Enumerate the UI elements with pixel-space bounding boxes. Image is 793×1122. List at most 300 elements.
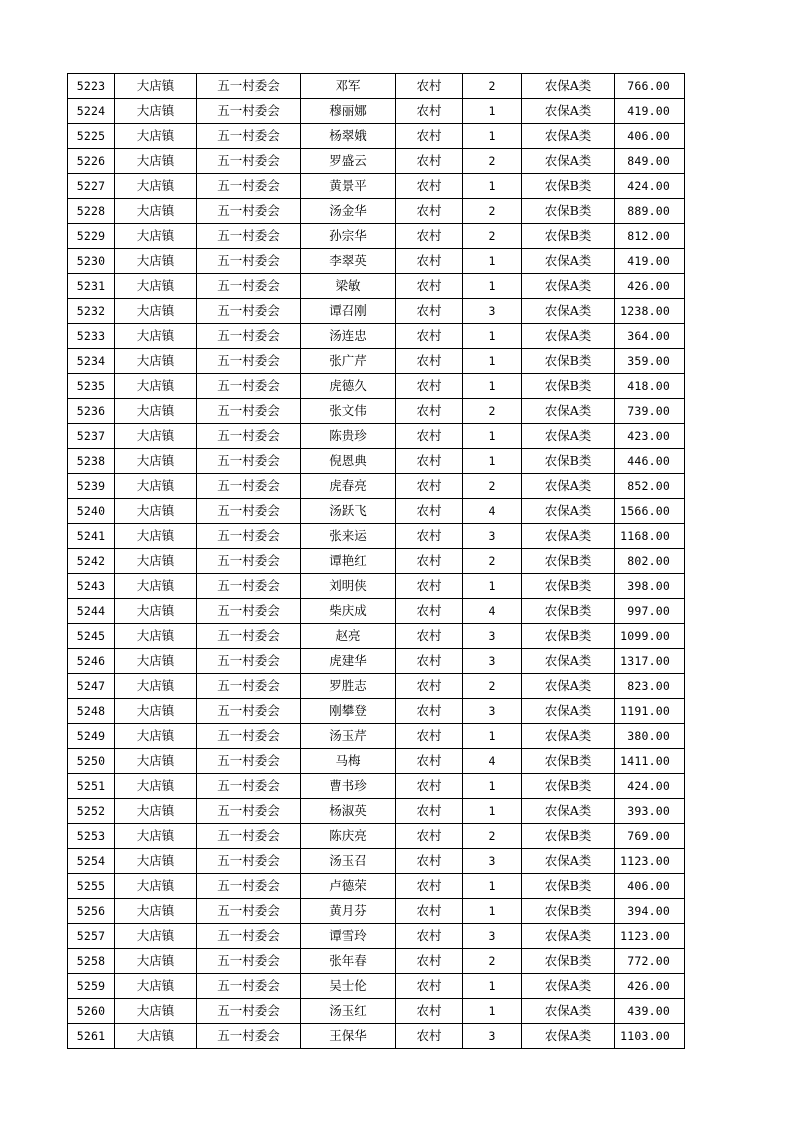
insurance-category-cell: 农保B类 <box>522 774 615 799</box>
area-type-cell: 农村 <box>396 374 463 399</box>
table-row <box>68 1024 685 1049</box>
member-count-cell: 1 <box>463 174 522 199</box>
area-type-cell: 农村 <box>396 274 463 299</box>
town-cell: 大店镇 <box>115 999 197 1024</box>
table-row <box>68 649 685 674</box>
person-name-cell: 马梅 <box>301 749 396 774</box>
area-type-cell: 农村 <box>396 474 463 499</box>
area-type-cell: 农村 <box>396 174 463 199</box>
record-id-cell: 5249 <box>68 724 115 749</box>
record-id-cell: 5223 <box>68 74 115 99</box>
village-committee-cell: 五一村委会 <box>197 149 301 174</box>
village-committee-cell: 五一村委会 <box>197 524 301 549</box>
amount-cell: 423.00 <box>615 424 685 449</box>
town-cell: 大店镇 <box>115 124 197 149</box>
village-committee-cell: 五一村委会 <box>197 674 301 699</box>
table-row <box>68 324 685 349</box>
insurance-category-cell: 农保B类 <box>522 374 615 399</box>
member-count-cell: 2 <box>463 224 522 249</box>
person-name-cell: 张文伟 <box>301 399 396 424</box>
member-count-cell: 1 <box>463 574 522 599</box>
insurance-category-cell: 农保A类 <box>522 999 615 1024</box>
record-id-cell: 5225 <box>68 124 115 149</box>
person-name-cell: 李翠英 <box>301 249 396 274</box>
person-name-cell: 陈贵珍 <box>301 424 396 449</box>
record-id-cell: 5229 <box>68 224 115 249</box>
area-type-cell: 农村 <box>396 1024 463 1049</box>
insurance-category-cell: 农保A类 <box>522 649 615 674</box>
area-type-cell: 农村 <box>396 349 463 374</box>
village-committee-cell: 五一村委会 <box>197 299 301 324</box>
amount-cell: 446.00 <box>615 449 685 474</box>
member-count-cell: 1 <box>463 449 522 474</box>
member-count-cell: 1 <box>463 99 522 124</box>
amount-cell: 406.00 <box>615 124 685 149</box>
insurance-category-cell: 农保A类 <box>522 424 615 449</box>
insurance-category-cell: 农保B类 <box>522 349 615 374</box>
insurance-category-cell: 农保A类 <box>522 924 615 949</box>
area-type-cell: 农村 <box>396 899 463 924</box>
town-cell: 大店镇 <box>115 874 197 899</box>
record-id-cell: 5224 <box>68 99 115 124</box>
table-row <box>68 699 685 724</box>
area-type-cell: 农村 <box>396 824 463 849</box>
insurance-category-cell: 农保A类 <box>522 249 615 274</box>
table-row <box>68 124 685 149</box>
insurance-category-cell: 农保B类 <box>522 624 615 649</box>
member-count-cell: 3 <box>463 699 522 724</box>
record-id-cell: 5242 <box>68 549 115 574</box>
record-id-cell: 5231 <box>68 274 115 299</box>
village-committee-cell: 五一村委会 <box>197 74 301 99</box>
area-type-cell: 农村 <box>396 99 463 124</box>
village-committee-cell: 五一村委会 <box>197 424 301 449</box>
town-cell: 大店镇 <box>115 149 197 174</box>
town-cell: 大店镇 <box>115 349 197 374</box>
area-type-cell: 农村 <box>396 924 463 949</box>
record-id-cell: 5251 <box>68 774 115 799</box>
village-committee-cell: 五一村委会 <box>197 799 301 824</box>
member-count-cell: 2 <box>463 74 522 99</box>
town-cell: 大店镇 <box>115 624 197 649</box>
table-row <box>68 974 685 999</box>
area-type-cell: 农村 <box>396 949 463 974</box>
table-row <box>68 349 685 374</box>
amount-cell: 380.00 <box>615 724 685 749</box>
person-name-cell: 王保华 <box>301 1024 396 1049</box>
town-cell: 大店镇 <box>115 499 197 524</box>
village-committee-cell: 五一村委会 <box>197 174 301 199</box>
insurance-category-cell: 农保B类 <box>522 449 615 474</box>
person-name-cell: 杨淑英 <box>301 799 396 824</box>
member-count-cell: 3 <box>463 624 522 649</box>
record-id-cell: 5241 <box>68 524 115 549</box>
record-id-cell: 5243 <box>68 574 115 599</box>
insurance-category-cell: 农保A类 <box>522 99 615 124</box>
area-type-cell: 农村 <box>396 324 463 349</box>
person-name-cell: 黄月芬 <box>301 899 396 924</box>
insurance-category-cell: 农保B类 <box>522 224 615 249</box>
person-name-cell: 吴士伦 <box>301 974 396 999</box>
table-row <box>68 399 685 424</box>
insurance-category-cell: 农保A类 <box>522 399 615 424</box>
village-committee-cell: 五一村委会 <box>197 699 301 724</box>
insurance-category-cell: 农保A类 <box>522 474 615 499</box>
area-type-cell: 农村 <box>396 599 463 624</box>
table-row <box>68 474 685 499</box>
member-count-cell: 2 <box>463 674 522 699</box>
town-cell: 大店镇 <box>115 1024 197 1049</box>
amount-cell: 1317.00 <box>615 649 685 674</box>
record-id-cell: 5260 <box>68 999 115 1024</box>
record-id-cell: 5236 <box>68 399 115 424</box>
person-name-cell: 罗胜志 <box>301 674 396 699</box>
amount-cell: 419.00 <box>615 249 685 274</box>
area-type-cell: 农村 <box>396 574 463 599</box>
record-id-cell: 5255 <box>68 874 115 899</box>
person-name-cell: 汤金华 <box>301 199 396 224</box>
amount-cell: 889.00 <box>615 199 685 224</box>
insurance-category-cell: 农保B类 <box>522 199 615 224</box>
table-row <box>68 74 685 99</box>
amount-cell: 812.00 <box>615 224 685 249</box>
town-cell: 大店镇 <box>115 424 197 449</box>
area-type-cell: 农村 <box>396 74 463 99</box>
insurance-category-cell: 农保B类 <box>522 749 615 774</box>
village-committee-cell: 五一村委会 <box>197 249 301 274</box>
record-id-cell: 5250 <box>68 749 115 774</box>
village-committee-cell: 五一村委会 <box>197 649 301 674</box>
village-committee-cell: 五一村委会 <box>197 624 301 649</box>
amount-cell: 1566.00 <box>615 499 685 524</box>
person-name-cell: 邓军 <box>301 74 396 99</box>
person-name-cell: 刘明侠 <box>301 574 396 599</box>
amount-cell: 1411.00 <box>615 749 685 774</box>
record-id-cell: 5232 <box>68 299 115 324</box>
record-id-cell: 5246 <box>68 649 115 674</box>
member-count-cell: 2 <box>463 474 522 499</box>
area-type-cell: 农村 <box>396 799 463 824</box>
person-name-cell: 张年春 <box>301 949 396 974</box>
record-id-cell: 5252 <box>68 799 115 824</box>
town-cell: 大店镇 <box>115 249 197 274</box>
table-row <box>68 874 685 899</box>
record-id-cell: 5248 <box>68 699 115 724</box>
person-name-cell: 汤玉召 <box>301 849 396 874</box>
town-cell: 大店镇 <box>115 549 197 574</box>
insurance-category-cell: 农保A类 <box>522 674 615 699</box>
household-table <box>67 73 685 1049</box>
member-count-cell: 1 <box>463 724 522 749</box>
insurance-category-cell: 农保A类 <box>522 499 615 524</box>
town-cell: 大店镇 <box>115 849 197 874</box>
amount-cell: 359.00 <box>615 349 685 374</box>
village-committee-cell: 五一村委会 <box>197 449 301 474</box>
record-id-cell: 5226 <box>68 149 115 174</box>
amount-cell: 823.00 <box>615 674 685 699</box>
insurance-category-cell: 农保B类 <box>522 574 615 599</box>
amount-cell: 418.00 <box>615 374 685 399</box>
member-count-cell: 1 <box>463 974 522 999</box>
person-name-cell: 虎建华 <box>301 649 396 674</box>
village-committee-cell: 五一村委会 <box>197 874 301 899</box>
area-type-cell: 农村 <box>396 199 463 224</box>
record-id-cell: 5228 <box>68 199 115 224</box>
town-cell: 大店镇 <box>115 274 197 299</box>
member-count-cell: 2 <box>463 949 522 974</box>
insurance-category-cell: 农保B类 <box>522 874 615 899</box>
table-row <box>68 849 685 874</box>
table-row <box>68 774 685 799</box>
table-row <box>68 724 685 749</box>
town-cell: 大店镇 <box>115 324 197 349</box>
village-committee-cell: 五一村委会 <box>197 474 301 499</box>
insurance-category-cell: 农保B类 <box>522 949 615 974</box>
insurance-category-cell: 农保B类 <box>522 549 615 574</box>
person-name-cell: 虎春亮 <box>301 474 396 499</box>
member-count-cell: 4 <box>463 499 522 524</box>
village-committee-cell: 五一村委会 <box>197 849 301 874</box>
person-name-cell: 杨翠娥 <box>301 124 396 149</box>
amount-cell: 802.00 <box>615 549 685 574</box>
person-name-cell: 罗盛云 <box>301 149 396 174</box>
person-name-cell: 梁敏 <box>301 274 396 299</box>
member-count-cell: 1 <box>463 424 522 449</box>
table-row <box>68 199 685 224</box>
table-row <box>68 999 685 1024</box>
insurance-category-cell: 农保B类 <box>522 174 615 199</box>
table-row <box>68 174 685 199</box>
amount-cell: 739.00 <box>615 399 685 424</box>
insurance-category-cell: 农保A类 <box>522 324 615 349</box>
town-cell: 大店镇 <box>115 724 197 749</box>
table-row <box>68 624 685 649</box>
area-type-cell: 农村 <box>396 999 463 1024</box>
amount-cell: 766.00 <box>615 74 685 99</box>
village-committee-cell: 五一村委会 <box>197 349 301 374</box>
town-cell: 大店镇 <box>115 974 197 999</box>
town-cell: 大店镇 <box>115 474 197 499</box>
village-committee-cell: 五一村委会 <box>197 974 301 999</box>
amount-cell: 772.00 <box>615 949 685 974</box>
area-type-cell: 农村 <box>396 649 463 674</box>
area-type-cell: 农村 <box>396 449 463 474</box>
table-row <box>68 299 685 324</box>
village-committee-cell: 五一村委会 <box>197 99 301 124</box>
amount-cell: 398.00 <box>615 574 685 599</box>
amount-cell: 424.00 <box>615 174 685 199</box>
amount-cell: 426.00 <box>615 274 685 299</box>
village-committee-cell: 五一村委会 <box>197 824 301 849</box>
amount-cell: 769.00 <box>615 824 685 849</box>
town-cell: 大店镇 <box>115 699 197 724</box>
town-cell: 大店镇 <box>115 174 197 199</box>
village-committee-cell: 五一村委会 <box>197 774 301 799</box>
record-id-cell: 5235 <box>68 374 115 399</box>
member-count-cell: 3 <box>463 524 522 549</box>
insurance-category-cell: 农保B类 <box>522 599 615 624</box>
village-committee-cell: 五一村委会 <box>197 999 301 1024</box>
amount-cell: 849.00 <box>615 149 685 174</box>
person-name-cell: 汤跃飞 <box>301 499 396 524</box>
member-count-cell: 3 <box>463 1024 522 1049</box>
village-committee-cell: 五一村委会 <box>197 724 301 749</box>
town-cell: 大店镇 <box>115 799 197 824</box>
record-id-cell: 5258 <box>68 949 115 974</box>
table-row <box>68 949 685 974</box>
table-row <box>68 374 685 399</box>
table-row <box>68 924 685 949</box>
member-count-cell: 1 <box>463 774 522 799</box>
insurance-category-cell: 农保A类 <box>522 974 615 999</box>
area-type-cell: 农村 <box>396 299 463 324</box>
village-committee-cell: 五一村委会 <box>197 399 301 424</box>
village-committee-cell: 五一村委会 <box>197 924 301 949</box>
member-count-cell: 1 <box>463 324 522 349</box>
person-name-cell: 曹书珍 <box>301 774 396 799</box>
insurance-category-cell: 农保A类 <box>522 699 615 724</box>
insurance-category-cell: 农保A类 <box>522 74 615 99</box>
amount-cell: 1099.00 <box>615 624 685 649</box>
member-count-cell: 1 <box>463 249 522 274</box>
person-name-cell: 汤玉红 <box>301 999 396 1024</box>
member-count-cell: 2 <box>463 549 522 574</box>
village-committee-cell: 五一村委会 <box>197 899 301 924</box>
insurance-category-cell: 农保A类 <box>522 149 615 174</box>
amount-cell: 852.00 <box>615 474 685 499</box>
town-cell: 大店镇 <box>115 674 197 699</box>
member-count-cell: 2 <box>463 149 522 174</box>
person-name-cell: 谭艳红 <box>301 549 396 574</box>
table-row <box>68 674 685 699</box>
village-committee-cell: 五一村委会 <box>197 574 301 599</box>
insurance-category-cell: 农保A类 <box>522 524 615 549</box>
village-committee-cell: 五一村委会 <box>197 199 301 224</box>
table-row <box>68 749 685 774</box>
area-type-cell: 农村 <box>396 499 463 524</box>
area-type-cell: 农村 <box>396 849 463 874</box>
village-committee-cell: 五一村委会 <box>197 124 301 149</box>
town-cell: 大店镇 <box>115 199 197 224</box>
amount-cell: 419.00 <box>615 99 685 124</box>
village-committee-cell: 五一村委会 <box>197 224 301 249</box>
town-cell: 大店镇 <box>115 924 197 949</box>
person-name-cell: 虎德久 <box>301 374 396 399</box>
area-type-cell: 农村 <box>396 674 463 699</box>
area-type-cell: 农村 <box>396 549 463 574</box>
person-name-cell: 刚攀登 <box>301 699 396 724</box>
village-committee-cell: 五一村委会 <box>197 499 301 524</box>
insurance-category-cell: 农保A类 <box>522 274 615 299</box>
area-type-cell: 农村 <box>396 624 463 649</box>
area-type-cell: 农村 <box>396 724 463 749</box>
village-committee-cell: 五一村委会 <box>197 1024 301 1049</box>
person-name-cell: 谭召刚 <box>301 299 396 324</box>
town-cell: 大店镇 <box>115 374 197 399</box>
person-name-cell: 卢德荣 <box>301 874 396 899</box>
record-id-cell: 5240 <box>68 499 115 524</box>
member-count-cell: 1 <box>463 899 522 924</box>
insurance-category-cell: 农保A类 <box>522 124 615 149</box>
member-count-cell: 3 <box>463 649 522 674</box>
table-row <box>68 449 685 474</box>
amount-cell: 426.00 <box>615 974 685 999</box>
town-cell: 大店镇 <box>115 524 197 549</box>
town-cell: 大店镇 <box>115 99 197 124</box>
town-cell: 大店镇 <box>115 224 197 249</box>
town-cell: 大店镇 <box>115 574 197 599</box>
member-count-cell: 2 <box>463 399 522 424</box>
area-type-cell: 农村 <box>396 249 463 274</box>
member-count-cell: 1 <box>463 374 522 399</box>
person-name-cell: 张广芹 <box>301 349 396 374</box>
member-count-cell: 3 <box>463 299 522 324</box>
record-id-cell: 5259 <box>68 974 115 999</box>
insurance-category-cell: 农保A类 <box>522 849 615 874</box>
insurance-category-cell: 农保B类 <box>522 899 615 924</box>
area-type-cell: 农村 <box>396 524 463 549</box>
amount-cell: 424.00 <box>615 774 685 799</box>
amount-cell: 439.00 <box>615 999 685 1024</box>
area-type-cell: 农村 <box>396 974 463 999</box>
person-name-cell: 穆丽娜 <box>301 99 396 124</box>
table-row <box>68 424 685 449</box>
record-id-cell: 5233 <box>68 324 115 349</box>
town-cell: 大店镇 <box>115 649 197 674</box>
area-type-cell: 农村 <box>396 874 463 899</box>
town-cell: 大店镇 <box>115 749 197 774</box>
amount-cell: 997.00 <box>615 599 685 624</box>
member-count-cell: 2 <box>463 199 522 224</box>
person-name-cell: 柴庆成 <box>301 599 396 624</box>
record-id-cell: 5234 <box>68 349 115 374</box>
record-id-cell: 5227 <box>68 174 115 199</box>
amount-cell: 1238.00 <box>615 299 685 324</box>
member-count-cell: 4 <box>463 599 522 624</box>
member-count-cell: 1 <box>463 274 522 299</box>
amount-cell: 1123.00 <box>615 924 685 949</box>
table-row <box>68 799 685 824</box>
table-row <box>68 149 685 174</box>
village-committee-cell: 五一村委会 <box>197 949 301 974</box>
person-name-cell: 张来运 <box>301 524 396 549</box>
record-id-cell: 5244 <box>68 599 115 624</box>
insurance-category-cell: 农保A类 <box>522 724 615 749</box>
town-cell: 大店镇 <box>115 299 197 324</box>
record-id-cell: 5230 <box>68 249 115 274</box>
table-row <box>68 249 685 274</box>
town-cell: 大店镇 <box>115 599 197 624</box>
table-row <box>68 599 685 624</box>
member-count-cell: 1 <box>463 799 522 824</box>
area-type-cell: 农村 <box>396 124 463 149</box>
town-cell: 大店镇 <box>115 824 197 849</box>
amount-cell: 1123.00 <box>615 849 685 874</box>
record-id-cell: 5247 <box>68 674 115 699</box>
area-type-cell: 农村 <box>396 149 463 174</box>
table-row <box>68 99 685 124</box>
insurance-category-cell: 农保B类 <box>522 824 615 849</box>
amount-cell: 1103.00 <box>615 1024 685 1049</box>
member-count-cell: 1 <box>463 349 522 374</box>
insurance-category-cell: 农保A类 <box>522 1024 615 1049</box>
town-cell: 大店镇 <box>115 774 197 799</box>
person-name-cell: 汤玉芹 <box>301 724 396 749</box>
area-type-cell: 农村 <box>396 399 463 424</box>
member-count-cell: 4 <box>463 749 522 774</box>
record-id-cell: 5245 <box>68 624 115 649</box>
village-committee-cell: 五一村委会 <box>197 749 301 774</box>
